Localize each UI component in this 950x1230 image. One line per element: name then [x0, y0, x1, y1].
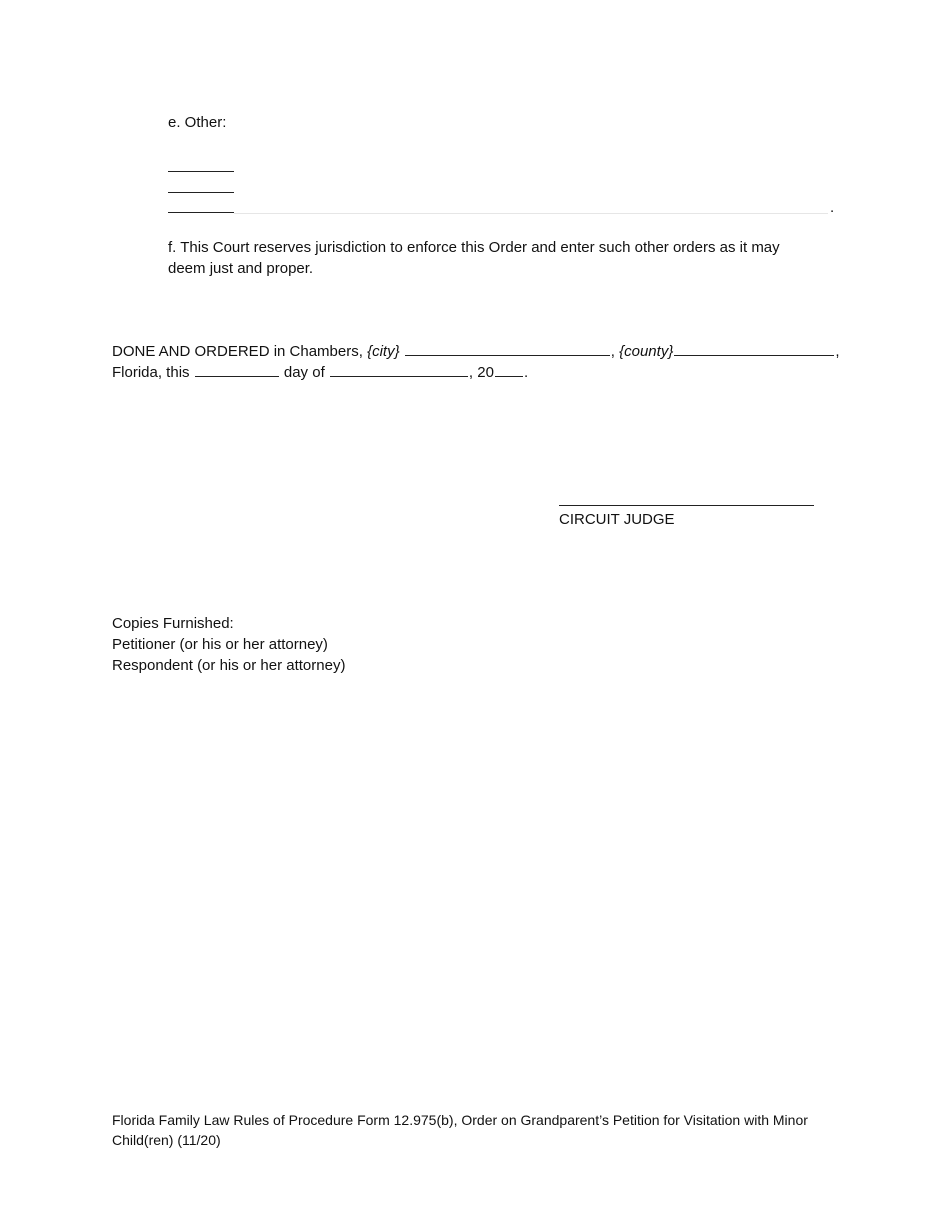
- comma-2: ,: [835, 343, 840, 360]
- day-blank[interactable]: [195, 362, 279, 377]
- city-placeholder: {city}: [367, 343, 400, 360]
- comma-1: ,: [610, 343, 620, 360]
- year-prefix: , 20: [468, 364, 494, 381]
- section-f-line-2: deem just and proper.: [168, 260, 314, 277]
- section-e-label: e. Other:: [168, 114, 227, 131]
- copies-heading: Copies Furnished:: [112, 615, 234, 632]
- judge-signature-line[interactable]: [559, 505, 814, 506]
- circuit-judge-title: CIRCUIT JUDGE: [559, 511, 675, 528]
- footer-line-1: Florida Family Law Rules of Procedure Form 12.975(b), Order on Grandparent’s Petition for Visitation with Minor: [112, 1112, 808, 1128]
- footer-line-2: Child(ren) (11/20): [112, 1132, 221, 1148]
- day-of: day of: [279, 364, 329, 381]
- copies-item-respondent: Respondent (or his or her attorney): [112, 657, 346, 674]
- copies-item-petitioner: Petitioner (or his or her attorney): [112, 636, 328, 653]
- county-blank[interactable]: [674, 341, 834, 356]
- city-blank[interactable]: [405, 341, 610, 356]
- florida-this: Florida, this: [112, 364, 194, 381]
- other-blank-line-2[interactable]: [168, 192, 234, 193]
- done-ordered-line-2: [112, 362, 528, 383]
- county-placeholder: {county}: [619, 343, 674, 360]
- other-blank-line-3[interactable]: [168, 212, 234, 213]
- done-ordered-prefix: DONE AND ORDERED in Chambers,: [112, 343, 368, 360]
- other-end-mark: .: [830, 199, 835, 216]
- month-blank[interactable]: [330, 362, 468, 377]
- sentence-end: .: [523, 364, 529, 381]
- other-faint-rule: [234, 213, 828, 214]
- done-ordered-line-1: [112, 341, 840, 362]
- section-f-line-1: f. This Court reserves jurisdiction to enforce this Order and enter such other orders as it may: [168, 239, 780, 256]
- other-blank-line-1[interactable]: [168, 171, 234, 172]
- year-blank[interactable]: [495, 362, 523, 377]
